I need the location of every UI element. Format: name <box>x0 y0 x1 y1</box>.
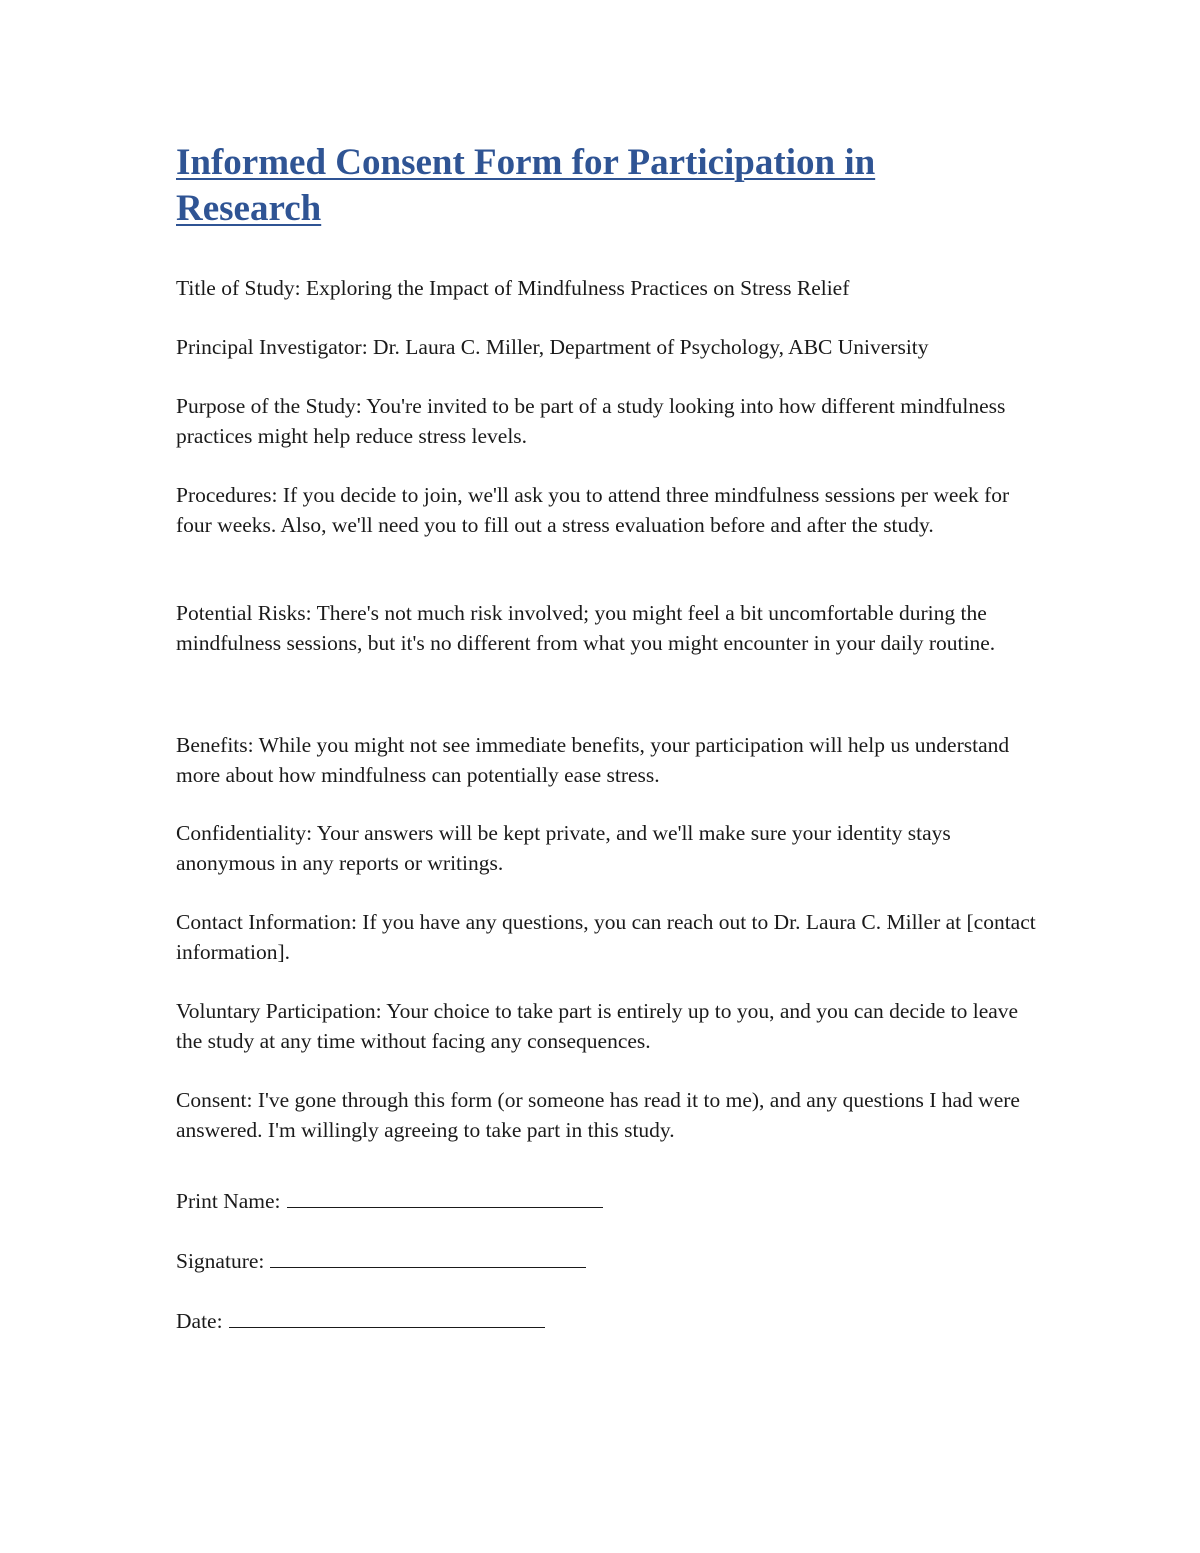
study-title-paragraph: Title of Study: Exploring the Impact of Mindfulness Practices on Stress Relief <box>176 276 850 300</box>
date-field[interactable] <box>176 1306 545 1336</box>
confidentiality-paragraph: Confidentiality: Your answers will be kept private, and we'll make sure your identity stays anonymous in any reports or writings. <box>176 821 951 875</box>
purpose-paragraph: Purpose of the Study: You're invited to be part of a study looking into how different mindfulness practices might help reduce stress levels. <box>176 394 1006 448</box>
benefits-paragraph: Benefits: While you might not see immediate benefits, your participation will help us understand more about how mindfulness can potentially ease stress. <box>176 733 1010 787</box>
signature-label: Signature: <box>176 1249 265 1273</box>
procedures-paragraph: Procedures: If you decide to join, we'll ask you to attend three mindfulness sessions per week for four weeks. Also, we'll need you to fill out a stress evaluation before and after the study. <box>176 483 1010 537</box>
contact-information-paragraph: Contact Information: If you have any questions, you can reach out to Dr. Laura C. Miller at [contact information]. <box>176 910 1036 964</box>
print-name-line[interactable] <box>287 1189 603 1208</box>
print-name-label: Print Name: <box>176 1189 281 1213</box>
signature-line[interactable] <box>270 1249 586 1268</box>
date-label: Date: <box>176 1309 223 1333</box>
consent-form-page <box>176 140 1036 1333</box>
document-title: Informed Consent Form for Participation in Research <box>176 142 876 229</box>
signature-field[interactable] <box>176 1246 586 1276</box>
date-line[interactable] <box>229 1309 545 1328</box>
print-name-field[interactable] <box>176 1186 603 1216</box>
principal-investigator-paragraph: Principal Investigator: Dr. Laura C. Miller, Department of Psychology, ABC University <box>176 335 929 359</box>
potential-risks-paragraph: Potential Risks: There's not much risk involved; you might feel a bit uncomfortable during the mindfulness sessions, but it's no different from what you might encounter in your daily routine. <box>176 601 996 655</box>
consent-paragraph: Consent: I've gone through this form (or someone has read it to me), and any questions I had were answered. I'm willingly agreeing to take part in this study. <box>176 1088 1020 1142</box>
voluntary-participation-paragraph: Voluntary Participation: Your choice to take part is entirely up to you, and you can decide to leave the study at any time without facing any consequences. <box>176 999 1019 1053</box>
